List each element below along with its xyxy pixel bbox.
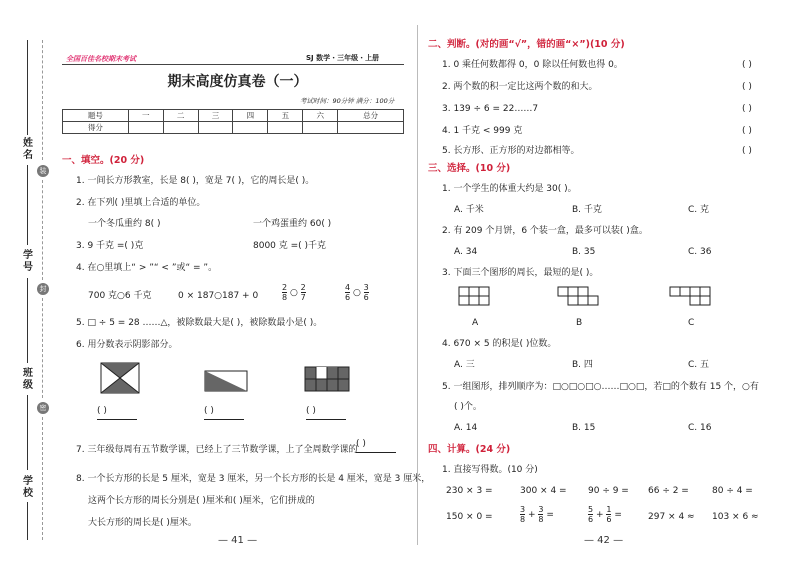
calc-item: 66 ÷ 2 = — [648, 486, 689, 496]
option[interactable]: B. 千克 — [572, 205, 602, 215]
name-label: 姓名 — [23, 138, 33, 161]
page-divider — [417, 25, 418, 545]
score-cell[interactable] — [233, 122, 268, 134]
shape-b-figure — [557, 286, 599, 306]
question-text: ( )个。 — [454, 402, 482, 412]
calc-item: 80 ÷ 4 = — [712, 486, 753, 496]
score-row-label: 得分 — [63, 122, 129, 134]
binding-line — [27, 165, 28, 245]
option[interactable]: A. 34 — [454, 247, 478, 257]
judge-paren[interactable]: ( ) — [742, 146, 752, 156]
school-label: 学校 — [23, 476, 33, 499]
compare-item: 700 克○6 千克 — [88, 291, 152, 301]
judge-paren[interactable]: ( ) — [742, 60, 752, 70]
option[interactable]: A. 三 — [454, 360, 475, 370]
section-title: 四、计算。(24 分) — [428, 444, 511, 455]
score-header: 总分 — [338, 110, 404, 122]
question-text: 1. 一间长方形教室，长是 8( )，宽是 7( )，它的周长是( )。 — [76, 176, 315, 186]
judge-item: 3. 139 ÷ 6 = 22……7 — [442, 104, 539, 114]
option[interactable]: B. 四 — [572, 360, 593, 370]
option[interactable]: C. 36 — [688, 247, 712, 257]
question-text: 4. 在○里填上“ > ”“ < ”或“ = ”。 — [76, 263, 218, 273]
cut-line — [42, 417, 43, 540]
student-id-label: 学号 — [23, 250, 33, 273]
judge-item: 5. 长方形、正方形的对边都相等。 — [442, 146, 580, 156]
calc-item: 103 × 6 ≈ — [712, 512, 759, 522]
score-cell[interactable] — [303, 122, 338, 134]
calc-item: 150 × 0 = — [446, 512, 493, 522]
judge-item: 2. 两个数的积一定比这两个数的和大。 — [442, 82, 598, 92]
question-text: 一个鸡蛋重约 60( ) — [253, 219, 332, 229]
score-cell[interactable] — [163, 122, 198, 134]
compare-fractions: $\frac{2}{8}$ ○ $\frac{2}{7}$ — [282, 283, 306, 302]
subject-label: SJ 数学・三年级・上册 — [306, 54, 380, 62]
shape-c-figure — [669, 286, 711, 306]
question-text: 8000 克 =( )千克 — [253, 241, 327, 251]
score-header: 六 — [303, 110, 338, 122]
grid-shaded-figure — [304, 366, 350, 392]
score-header: 三 — [198, 110, 233, 122]
seal-mark: 装 — [37, 165, 49, 177]
option[interactable]: C. 克 — [688, 205, 710, 215]
question-text: 3. 9 千克 =( )克 — [76, 241, 144, 251]
header-rule — [62, 64, 404, 65]
binding-line — [27, 278, 28, 363]
calc-item: 297 × 4 ≈ — [648, 512, 695, 522]
calc-fraction-item: $\frac{5}{6}$ + $\frac{1}{6}$ = — [588, 505, 622, 524]
score-cell[interactable] — [338, 122, 404, 134]
square-shaded-figure — [100, 362, 140, 394]
cut-line — [42, 40, 43, 160]
question-text: 6. 用分数表示阴影部分。 — [76, 340, 178, 350]
question-text: 一个冬瓜重约 8( ) — [88, 219, 161, 229]
class-label: 班级 — [23, 368, 33, 391]
score-cell[interactable] — [268, 122, 303, 134]
shape-a-figure — [458, 286, 492, 306]
judge-paren[interactable]: ( ) — [742, 104, 752, 114]
page-title: 期末高度仿真卷（一） — [167, 74, 308, 90]
binding-line — [27, 502, 28, 540]
score-header: 四 — [233, 110, 268, 122]
question-text: 4. 670 × 5 的积是( )位数。 — [442, 339, 557, 349]
question-text: 1. 一个学生的体重大约是 30( )。 — [442, 184, 577, 194]
score-header: 题号 — [63, 110, 129, 122]
seal-mark: 封 — [37, 283, 49, 295]
judge-paren[interactable]: ( ) — [742, 82, 752, 92]
calc-item: 300 × 4 = — [520, 486, 567, 496]
option[interactable]: B. 15 — [572, 423, 596, 433]
score-table — [62, 109, 404, 134]
option[interactable]: B — [576, 318, 583, 328]
question-text: 8. 一个长方形的长是 5 厘米，宽是 3 厘米，另一个长方形的长是 4 厘米，宽是 3 厘米， — [76, 474, 431, 484]
exam-time: 考试时间：90分钟 满分：100分 — [300, 97, 395, 105]
option[interactable]: C — [688, 318, 695, 328]
question-text: 大长方形的周长是( )厘米。 — [88, 518, 197, 528]
answer-blank[interactable]: ( ) — [306, 406, 346, 420]
cut-line — [42, 180, 43, 280]
binding-strip — [22, 40, 56, 540]
judge-item: 1. 0 乘任何数都得 0，0 除以任何数也得 0。 — [442, 60, 623, 70]
score-header: 一 — [128, 110, 163, 122]
option[interactable]: A. 14 — [454, 423, 478, 433]
answer-blank[interactable]: ( ) — [204, 406, 244, 420]
seal-mark: 密 — [37, 402, 49, 414]
series-label: 全国百佳名校期末考试 — [66, 55, 136, 63]
question-text: 7. 三年级每周有五节数学课，已经上了三节数学课，上了全周数学课的 — [76, 445, 358, 455]
question-text: 2. 在下列( )里填上合适的单位。 — [76, 198, 206, 208]
section-title: 三、选择。(10 分) — [428, 163, 511, 174]
option[interactable]: A. 千米 — [454, 205, 484, 215]
option[interactable]: C. 五 — [688, 360, 710, 370]
binding-line — [27, 40, 28, 135]
calc-item: 90 ÷ 9 = — [588, 486, 629, 496]
calc-fraction-item: $\frac{3}{8}$ + $\frac{3}{8}$ = — [520, 505, 554, 524]
calc-item: 230 × 3 = — [446, 486, 493, 496]
score-cell[interactable] — [128, 122, 163, 134]
question-text: 这两个长方形的周长分别是( )厘米和( )厘米，它们拼成的 — [88, 496, 315, 506]
binding-line — [27, 395, 28, 470]
question-text: 5. 一组图形，排列顺序为：□○□○□○……□○□，若□的个数有 15 个，○有 — [442, 382, 759, 392]
option[interactable]: B. 35 — [572, 247, 596, 257]
question-text: 2. 有 209 个月饼，6 个装一盒，最多可以装( )盒。 — [442, 226, 648, 236]
question-text: 3. 下面三个图形的周长，最短的是( )。 — [442, 268, 599, 278]
page-number: — 42 — — [584, 535, 624, 546]
judge-paren[interactable]: ( ) — [742, 126, 752, 136]
score-header: 二 — [163, 110, 198, 122]
section-title: 一、填空。(20 分) — [62, 155, 145, 166]
option[interactable]: A — [472, 318, 479, 328]
score-header: 五 — [268, 110, 303, 122]
rectangle-shaded-figure — [204, 370, 248, 392]
compare-fractions: $\frac{4}{6}$ ○ $\frac{3}{6}$ — [345, 283, 369, 302]
section-title: 二、判断。(对的画“√”，错的画“×”)(10 分) — [428, 39, 625, 50]
compare-item: 0 × 187○187 + 0 — [178, 291, 259, 301]
option[interactable]: C. 16 — [688, 423, 712, 433]
answer-blank[interactable]: ( ) — [356, 439, 396, 453]
page-number: — 41 — — [218, 535, 258, 546]
answer-blank[interactable]: ( ) — [97, 406, 137, 420]
cut-line — [42, 298, 43, 398]
question-text: 5. □ ÷ 5 = 28 ……△，被除数最大是( )，被除数最小是( )。 — [76, 318, 323, 328]
question-text: 1. 直接写得数。(10 分) — [442, 465, 538, 475]
judge-item: 4. 1 千克 < 999 克 — [442, 126, 523, 136]
score-cell[interactable] — [198, 122, 233, 134]
